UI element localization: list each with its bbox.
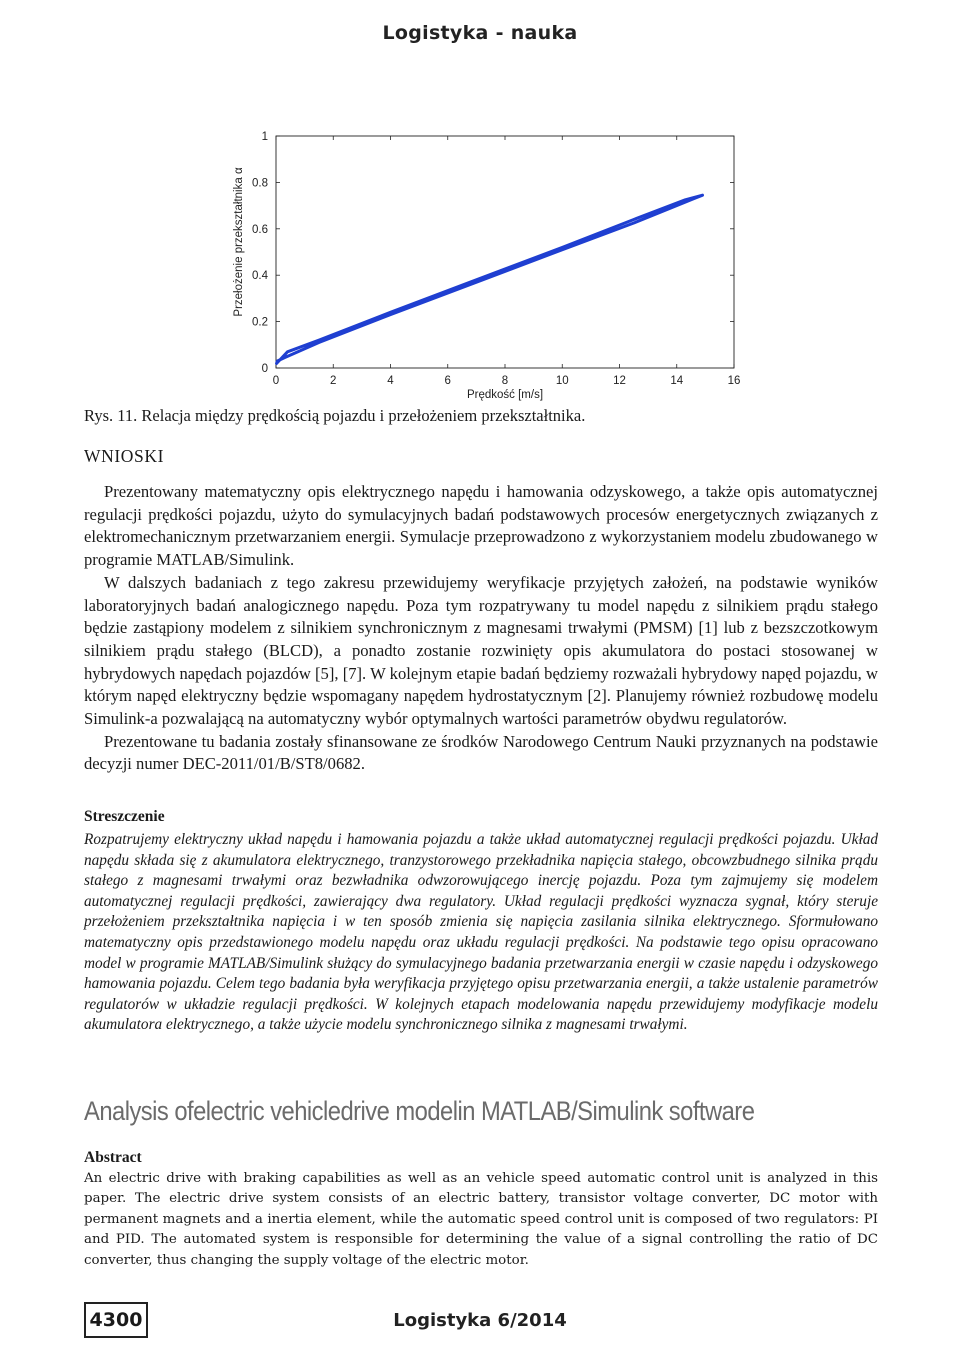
y-tick-label: 0.8 (252, 177, 268, 190)
y-tick-label: 0 (261, 363, 268, 375)
paragraph-2-part-a: W dalszych badaniach z tego zakresu przewidujemy weryfikacje przyjętych założeń, na podstawie wyników laboratoryjnych badań analogicznego napędu. (84, 572, 878, 615)
english-title: Analysis ofelectric vehicledrive modelin MATLAB/Simulink software (84, 1096, 755, 1126)
y-axis-label: Przełożenie przekształtnika α (233, 167, 245, 317)
page-number: 4300 (89, 1309, 143, 1331)
x-tick-label: 4 (387, 375, 394, 387)
x-tick-label: 6 (444, 375, 451, 387)
paragraph-3: Prezentowane tu badania zostały sfinansowane ze środków Narodowego Centrum Nauki przyznanych na podstawie decyzji numer DEC-2011/01/B/ST8/0682. (84, 731, 878, 774)
y-tick-label: 0.4 (252, 270, 268, 283)
paragraph-2 (84, 572, 878, 731)
x-axis-label: Prędkość [m/s] (466, 389, 544, 401)
streszczenie-text: Rozpatrujemy elektryczny układ napędu i hamowania pojazdu a także układ automatycznej regulacji prędkości pojazdu. Układ napędu składa się z akumulatora elektrycznego, tranzystorowego przekładnika napięcia stałego, obcowzbudnego silnika prądu stałego z magnesami trwałymi oraz bezwładnika odwzorowującego inercję pojazdu. Poza tym zajmujemy się modelem automatycznej regulacji prędkości, zawierający dwa regulatory. Układ regulacji prędkości wyznacza sygnał, który steruje przełożeniem przekształtnika napięcia i w ten sposób zmienia się napięcia zasilania silnika elektrycznego. Sformułowano matematyczny opis przedstawionego modelu napędu oraz układu regulacji prędkości. Na podstawie tego opisu opracowano model w programie MATLAB/Simulink służący do symulacyjnego badania przetwarzania energii w czasie napędu i odzyskowego hamowania pojazdu. Celem tego badania była weryfikacja przyjętego opisu przetwarzania energii, a także ustalenie parametrów regulatorów w układzie regulacji prędkości. W kolejnych etapach modelowania napędu przewidujemy modyfikacje modelu akumulatora elektrycznego, a także użycie modelu synchronicznego silnika z magnesami trwałymi. (84, 831, 878, 1034)
running-header: Logistyka - nauka (382, 22, 578, 44)
x-tick-label: 16 (727, 375, 740, 387)
x-tick-label: 10 (555, 375, 569, 387)
y-tick-label: 0.2 (252, 316, 268, 329)
paragraph-2-part-b: Poza tym rozpatrywany tu model napędu z silnikiem prądu stałego będzie zastąpiony modelem z silnikiem synchronicznym z magnesami trwałymi (PMSM) [1] lub z bezszczotkowym silnikiem prądu stałego (BLCD), a ponadto zostanie rozwinięty opis akumulatora do postaci stosowanej w hybrydowych napędach pojazdów [5], [7]. W kolejnym etapie badań będziemy rozważali hybrydowy napęd pojazdu, w którym napęd elektryczny będzie wspomagany napędem hydrostatycznym [2]. Planujemy również rozbudowę modelu Simulink-a pozwalającą na automatyczny wybór optymalnych wartości parametrów obydwu regulatorów. (84, 595, 878, 729)
abstract-text: An electric drive with braking capabilities as well as an vehicle speed automatic control unit is analyzed in this paper. The electric drive system consists of an electric battery, transistor voltage converter, DC motor with permanent magnets and a inertia element, while the automatic speed control unit is composed of two regulators: PI and PID. The automated system is responsible for determining the value of a signal controlling the ratio of DC converter, thus changing the supply voltage of the electric motor. (84, 1171, 878, 1268)
paragraph-1: Prezentowany matematyczny opis elektrycznego napędu i hamowania odzyskowego, a także opis automatycznej regulacji prędkości pojazdu, użyto do symulacyjnych badań podstawowych procesów energetycznych związanych z elektromechanicznym przetwarzaniem energii. Symulacje przeprowadzono z wykorzystaniem modelu zbudowanego w programie MATLAB/Simulink. (84, 482, 878, 570)
y-tick-label: 0.6 (252, 223, 268, 236)
figure-caption: Rys. 11. Relacja między prędkością pojazdu i przełożeniem przekształtnika. (84, 406, 586, 425)
x-tick-label: 2 (330, 375, 337, 387)
section-title-conclusions: WNIOSKI (84, 446, 165, 466)
x-tick-label: 14 (670, 375, 684, 387)
y-tick-label: 1 (261, 131, 268, 143)
velocity-ratio-chart (220, 122, 740, 414)
x-tick-label: 0 (272, 375, 280, 387)
abstract-label: Abstract (84, 1149, 142, 1166)
x-tick-label: 12 (613, 375, 626, 387)
x-tick-label: 8 (501, 375, 509, 387)
conclusions-body (84, 481, 878, 776)
streszczenie-label: Streszczenie (84, 808, 165, 825)
journal-footer: Logistyka 6/2014 (393, 1310, 567, 1331)
